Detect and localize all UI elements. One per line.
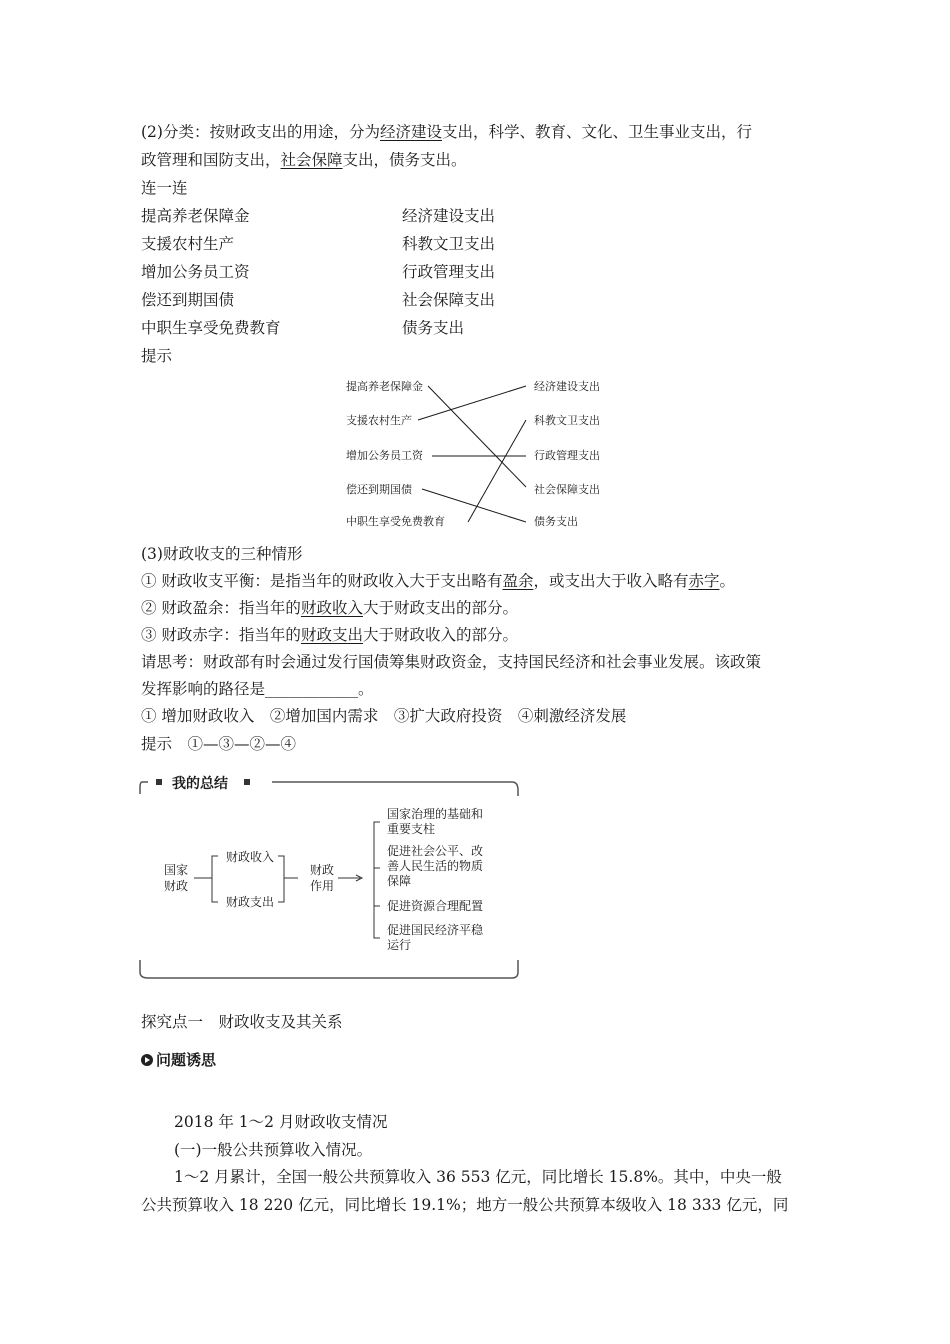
article-paragraph-line: 公共预算收入 18 220 亿元，同比增长 19.1%；地方一般公共预算本级收入 18 333 亿元，同 — [141, 1196, 789, 1214]
summary-role-item: 运行 — [387, 938, 412, 952]
case-balance: ① 财政收支平衡：是指当年的财政收入大于支出略有盈余，或支出大于收入略有赤字。 — [141, 572, 735, 590]
connect-title: 连一连 — [141, 179, 188, 197]
summary-income: 财政收入 — [226, 850, 275, 864]
match-left-label: 增加公务员工资 — [346, 449, 423, 462]
think-question-line-1: 请思考：财政部有时会通过发行国债筹集财政资金，支持国民经济和社会事业发展。该政策 — [141, 653, 762, 671]
matching-diagram — [330, 372, 630, 532]
case-surplus: ② 财政盈余：指当年的财政收入大于财政支出的部分。 — [141, 599, 518, 617]
article-subheading: (一)一般公共预算收入情况。 — [174, 1141, 373, 1159]
connect-right-item: 科教文卫支出 — [402, 235, 496, 253]
connect-hint: 提示 — [141, 347, 173, 365]
connect-left-item: 增加公务员工资 — [141, 263, 250, 281]
summary-expense: 财政支出 — [226, 895, 275, 909]
think-hint: 提示 ①—③—②—④ — [141, 735, 297, 753]
play-icon — [141, 1054, 153, 1066]
match-left-label: 提高养老保障金 — [346, 380, 423, 393]
summary-role: 作用 — [310, 879, 335, 893]
think-question-line-2: 发挥影响的路径是____________。 — [141, 680, 374, 698]
article-heading: 2018 年 1～2 月财政收支情况 — [174, 1113, 388, 1131]
summary-role-item: 善人民生活的物质 — [387, 859, 484, 873]
connect-right-item: 社会保障支出 — [402, 291, 496, 309]
summary-title: 我的总结 — [172, 776, 228, 792]
match-line — [468, 420, 526, 522]
summary-role-item: 国家治理的基础和 — [387, 807, 484, 821]
summary-role-item: 促进资源合理配置 — [387, 899, 484, 913]
summary-box — [138, 768, 522, 982]
connect-left-item: 支援农村生产 — [141, 235, 235, 253]
summary-role-item: 重要支柱 — [387, 822, 436, 836]
section-header — [141, 1050, 216, 1070]
connect-right-item: 债务支出 — [402, 319, 465, 337]
classify-line-1: (2)分类：按财政支出的用途，分为经济建设支出，科学、教育、文化、卫生事业支出，行 — [141, 123, 752, 141]
summary-role-item: 促进国民经济平稳 — [387, 923, 484, 937]
connect-left-item: 偿还到期国债 — [141, 291, 235, 309]
connect-left-item: 中职生享受免费教育 — [141, 319, 281, 337]
connect-left-item: 提高养老保障金 — [141, 207, 250, 225]
match-left-label: 偿还到期国债 — [346, 483, 412, 496]
summary-root: 国家 — [164, 863, 189, 877]
match-right-label: 科教文卫支出 — [534, 414, 600, 427]
think-options: ① 增加财政收入 ②增加国内需求 ③扩大政府投资 ④刺激经济发展 — [141, 707, 627, 725]
connect-right-item: 经济建设支出 — [402, 207, 496, 225]
section-title: 问题诱思 — [156, 1051, 217, 1069]
match-right-label: 社会保障支出 — [534, 483, 600, 496]
match-line — [418, 386, 526, 420]
summary-root: 财政 — [164, 879, 189, 893]
summary-role-item: 促进社会公平、改 — [387, 844, 484, 858]
match-right-label: 经济建设支出 — [534, 380, 600, 393]
explore-title: 探究点一 财政收支及其关系 — [141, 1013, 343, 1031]
match-left-label: 中职生享受免费教育 — [346, 515, 445, 528]
match-right-label: 债务支出 — [534, 515, 578, 528]
match-right-label: 行政管理支出 — [534, 449, 600, 462]
case-deficit: ③ 财政赤字：指当年的财政支出大于财政收入的部分。 — [141, 626, 518, 644]
classify-line-2: 政管理和国防支出，社会保障支出，债务支出。 — [141, 151, 467, 169]
connect-right-item: 行政管理支出 — [402, 263, 496, 281]
article-paragraph-line: 1～2 月累计，全国一般公共预算收入 36 553 亿元，同比增长 15.8%。其中，中央一般 — [174, 1168, 782, 1186]
match-left-label: 支援农村生产 — [346, 414, 412, 427]
summary-role-item: 保障 — [387, 874, 412, 888]
summary-role: 财政 — [310, 863, 335, 877]
cases-title: (3)财政收支的三种情形 — [141, 545, 303, 563]
